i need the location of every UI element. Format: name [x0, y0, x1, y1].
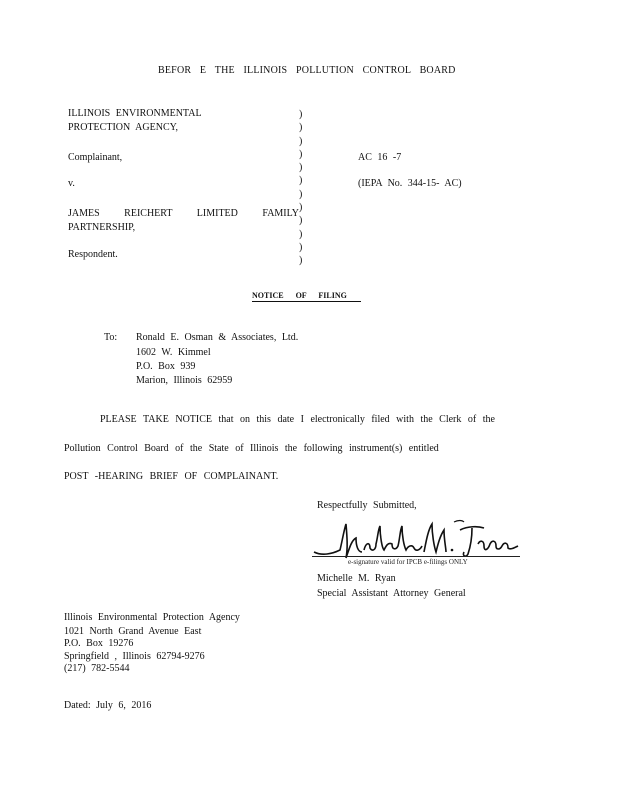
recipient-line3: P.O. Box 939 [136, 361, 196, 372]
body-line2: Pollution Control Board of the State of Illinois the following instrument(s) entitled [64, 443, 439, 454]
board-title: BEFOR E THE ILLINOIS POLLUTION CONTROL BOARD [158, 65, 456, 76]
signature-line [312, 556, 520, 557]
signer-name: Michelle M. Ryan [317, 573, 396, 584]
complainant-name-line2: PROTECTION AGENCY, [68, 122, 179, 133]
recipient-line4: Marion, Illinois 62959 [136, 375, 233, 386]
body-line1: PLEASE TAKE NOTICE that on this date I electronically filed with the Clerk of the [100, 414, 495, 425]
agency-address-line1: Illinois Environmental Protection Agency [64, 612, 240, 623]
respondent-name-line1: JAMES REICHERT LIMITED FAMILY [68, 208, 299, 219]
complainant-role: Complainant, [68, 152, 123, 163]
body-line3: POST -HEARING BRIEF OF COMPLAINANT. [64, 471, 279, 482]
caption-parentheses: ) ) ) ) ) ) ) ) ) ) ) ) [299, 109, 303, 267]
notice-of-filing-heading: NOTICE OF FILING [252, 291, 361, 302]
recipient-line1: Ronald E. Osman & Associates, Ltd. [136, 332, 299, 343]
agency-address-line4: Springfield , Illinois 62794-9276 [64, 651, 205, 662]
agency-address-line3: P.O. Box 19276 [64, 638, 134, 649]
respondent-name-line2: PARTNERSHIP, [68, 222, 136, 233]
recipient-line2: 1602 W. Kimmel [136, 347, 211, 358]
dated-line: Dated: July 6, 2016 [64, 700, 152, 711]
closing-salutation: Respectfully Submitted, [317, 500, 417, 511]
respondent-role: Respondent. [68, 249, 118, 260]
complainant-name-line1: ILLINOIS ENVIRONMENTAL [68, 108, 202, 119]
agency-phone: (217) 782-5544 [64, 663, 130, 674]
case-number: AC 16 -7 [358, 152, 402, 163]
signer-title: Special Assistant Attorney General [317, 588, 466, 599]
iepa-number: (IEPA No. 344-15- AC) [358, 178, 462, 189]
esignature-caption: e-signature valid for IPCB e-filings ONLY [348, 558, 468, 566]
agency-address-line2: 1021 North Grand Avenue East [64, 626, 202, 637]
to-label: To: [104, 332, 118, 343]
versus-label: v. [68, 178, 75, 189]
